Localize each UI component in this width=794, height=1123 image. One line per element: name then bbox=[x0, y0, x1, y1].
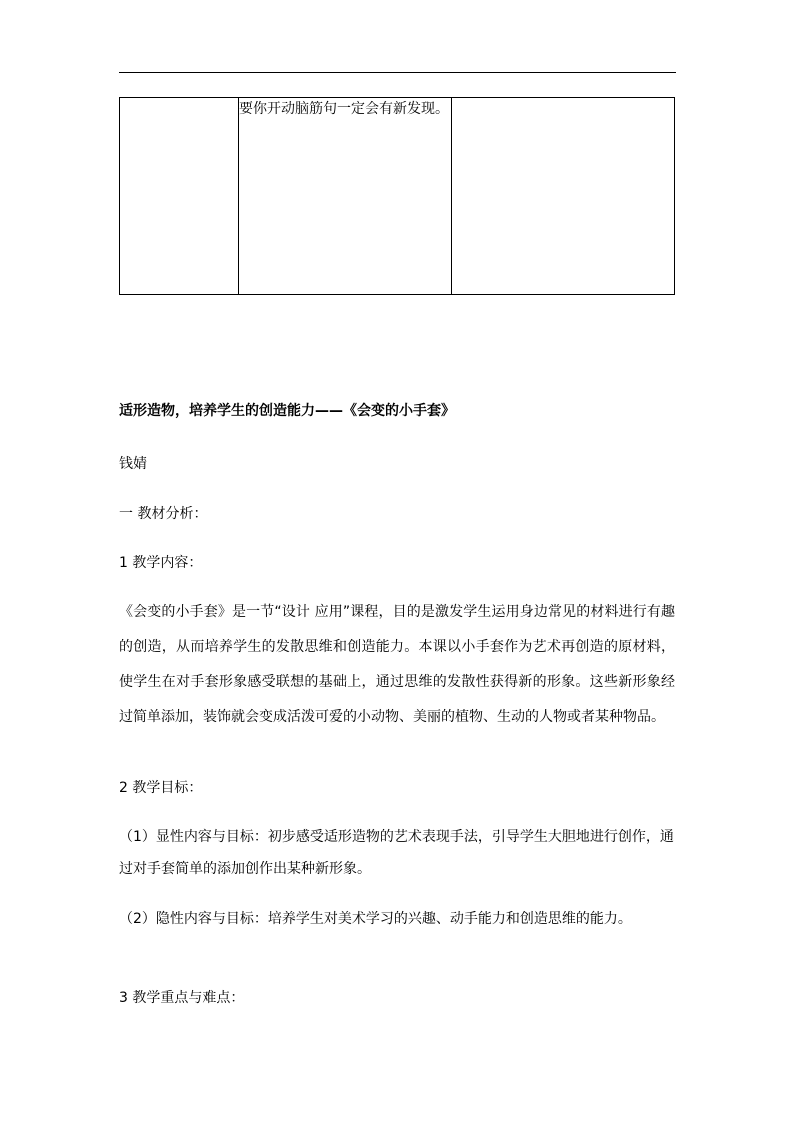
subsection-heading-key-points: 3 教学重点与难点： bbox=[119, 990, 245, 1006]
article-title: 适形造物，培养学生的创造能力——《会变的小手套》 bbox=[119, 403, 455, 419]
lesson-table bbox=[119, 97, 675, 295]
article-author: 钱婧 bbox=[119, 456, 147, 472]
table-cell-2 bbox=[239, 98, 452, 295]
subsection-heading-content: 1 教学内容： bbox=[119, 555, 203, 571]
section-heading-materials-analysis: 一 教材分析： bbox=[119, 506, 208, 522]
goal-implicit: （2）隐性内容与目标：培养学生对美术学习的兴趣、动手能力和创造思维的能力。 bbox=[119, 911, 632, 927]
table-row bbox=[120, 98, 675, 295]
table-cell-2-text: 要你开动脑筋句一定会有新发现。 bbox=[239, 101, 449, 117]
goal-explicit: （1）显性内容与目标：初步感受适形造物的艺术表现手法，引导学生大胆地进行创作，通过对手套简单的添加创作出某种新形象。 bbox=[119, 829, 674, 877]
content-paragraph: 《会变的小手套》是一节“设计 应用”课程，目的是激发学生运用身边常见的材料进行有趣的创造，从而培养学生的发散思维和创造能力。本课以小手套作为艺术再创造的原材料，使学生在对手套形象感受联想的基础上，通过思维的发散性获得新的形象。这些新形象经过简单添加，装饰就会变成活泼可爱的小动物、美丽的植物、生动的人物或者某种物品。 bbox=[119, 604, 675, 725]
table-cell-3 bbox=[452, 98, 675, 295]
subsection-heading-goals: 2 教学目标： bbox=[119, 780, 203, 796]
header-rule bbox=[119, 72, 676, 73]
table-cell-1 bbox=[120, 98, 239, 295]
